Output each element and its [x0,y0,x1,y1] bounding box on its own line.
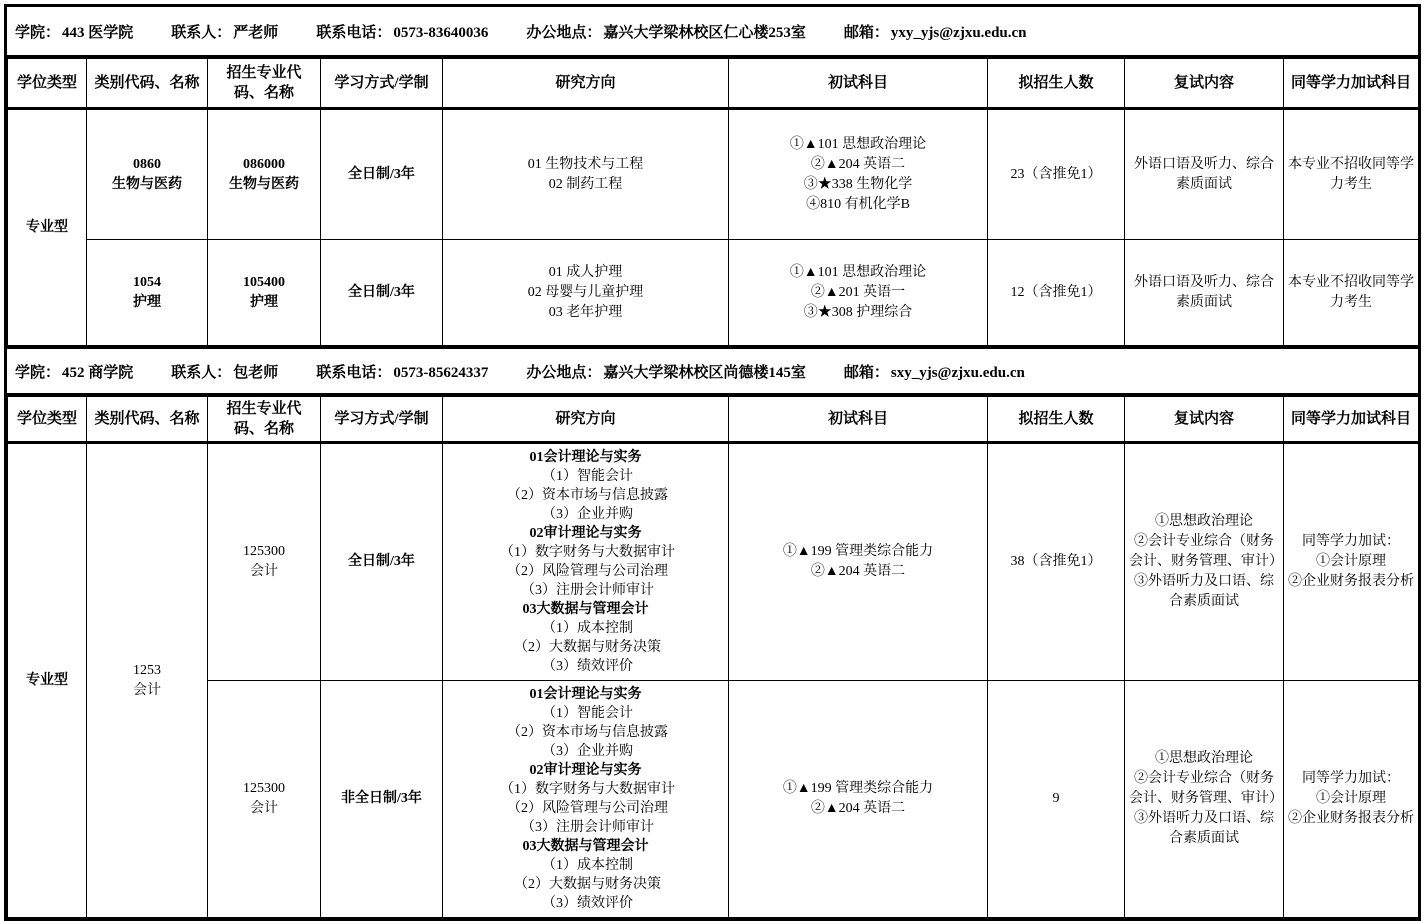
phone-field [316,361,488,382]
col-header-retest: 复试内容 [1125,59,1284,109]
category-cell: 1054 护理 [87,240,208,346]
study-mode-cell: 全日制/3年 [321,443,443,681]
email-label: 邮箱： [843,364,889,381]
contact-field [171,361,278,382]
college-field [15,21,133,42]
col-header-category: 类别代码、名称 [87,59,208,109]
contact-label: 联系人： [171,24,232,41]
col-header-equivalency: 同等学力加试科目 [1284,397,1419,443]
study-mode-cell: 全日制/3年 [321,109,443,240]
exam-subjects-cell: ①▲101 思想政治理论 ②▲201 英语一 ③★308 护理综合 [729,240,988,346]
email-label: 邮箱： [843,24,889,41]
retest-cell: ①思想政治理论 ②会计专业综合（财务会计、财务管理、审计） ③外语听力及口语、综合素质面试 [1125,681,1284,918]
retest-cell: ①思想政治理论 ②会计专业综合（财务会计、财务管理、审计） ③外语听力及口语、综合素质面试 [1125,443,1284,681]
location-label: 办公地点： [526,24,602,41]
major-cell: 125300 会计 [208,681,321,918]
quota-cell: 9 [988,681,1125,918]
location-label: 办公地点： [526,364,602,381]
degree-type-cell: 专业型 [8,443,87,918]
equivalency-cell: 同等学力加试： ①会计原理 ②企业财务报表分析 [1284,681,1419,918]
research-directions-cell: 01会计理论与实务 （1）智能会计 （2）资本市场与信息披露 （3）企业并购 02审计理论与实务 （1）数字财务与大数据审计 （2）风险管理与公司治理 （3）注册会计师审计 03大数据与管理会计 （1）成本控制 （2）大数据与财务决策 （3）绩效评价 [443,681,729,918]
table-header-row [8,397,1419,443]
major-cell: 105400 护理 [208,240,321,346]
phone-value: 0573-85624337 [393,364,489,381]
admissions-table-2 [7,396,1419,918]
contact-value: 严老师 [233,24,279,41]
contact-value: 包老师 [233,364,279,381]
col-header-exams: 初试科目 [729,59,988,109]
degree-type-cell: 专业型 [8,109,87,346]
contact-field [171,21,278,42]
research-directions-cell: 01会计理论与实务 （1）智能会计 （2）资本市场与信息披露 （3）企业并购 02审计理论与实务 （1）数字财务与大数据审计 （2）风险管理与公司治理 （3）注册会计师审计 03大数据与管理会计 （1）成本控制 （2）大数据与财务决策 （3）绩效评价 [443,443,729,681]
col-header-directions: 研究方向 [443,397,729,443]
equivalency-cell: 同等学力加试： ①会计原理 ②企业财务报表分析 [1284,443,1419,681]
email-value: sxy_yjs@zjxu.edu.cn [890,364,1025,381]
col-header-mode: 学习方式/学制 [321,397,443,443]
table-row [8,109,1419,240]
col-header-exams: 初试科目 [729,397,988,443]
retest-cell: 外语口语及听力、综合素质面试 [1125,109,1284,240]
col-header-category: 类别代码、名称 [87,397,208,443]
email-field [844,361,1025,382]
col-header-directions: 研究方向 [443,59,729,109]
col-header-degree-type: 学位类型 [8,397,87,443]
col-header-mode: 学习方式/学制 [321,59,443,109]
admissions-table-1 [7,58,1419,346]
study-mode-cell: 全日制/3年 [321,240,443,346]
location-field [526,21,806,42]
college-label: 学院： [15,24,61,41]
major-cell: 086000 生物与医药 [208,109,321,240]
quota-cell: 23（含推免1） [988,109,1125,240]
college-label: 学院： [15,364,61,381]
location-field [526,361,806,382]
contact-label: 联系人： [171,364,232,381]
col-header-major: 招生专业代码、名称 [208,397,321,443]
col-header-quota: 拟招生人数 [988,59,1125,109]
major-cell: 125300 会计 [208,443,321,681]
study-mode-cell: 非全日制/3年 [321,681,443,918]
equivalency-cell: 本专业不招收同等学力考生 [1284,240,1419,346]
college-info-strip-2 [7,346,1418,396]
college-value: 452 商学院 [62,364,134,381]
research-directions-cell: 01 生物技术与工程 02 制药工程 [443,109,729,240]
category-cell: 1253 会计 [87,443,208,918]
phone-value: 0573-83640036 [393,24,489,41]
col-header-quota: 拟招生人数 [988,397,1125,443]
phone-label: 联系电话： [316,364,392,381]
phone-label: 联系电话： [316,24,392,41]
category-cell: 0860 生物与医药 [87,109,208,240]
phone-field [316,21,488,42]
college-info-strip-1 [7,7,1418,58]
college-field [15,361,133,382]
quota-cell: 38（含推免1） [988,443,1125,681]
table-row [8,240,1419,346]
email-value: yxy_yjs@zjxu.edu.cn [890,24,1027,41]
exam-subjects-cell: ①▲199 管理类综合能力 ②▲204 英语二 [729,443,988,681]
col-header-degree-type: 学位类型 [8,59,87,109]
table-row [8,443,1419,681]
col-header-equivalency: 同等学力加试科目 [1284,59,1419,109]
location-value: 嘉兴大学梁林校区仁心楼253室 [603,24,806,41]
col-header-retest: 复试内容 [1125,397,1284,443]
exam-subjects-cell: ①▲199 管理类综合能力 ②▲204 英语二 [729,681,988,918]
admissions-document [4,4,1421,921]
equivalency-cell: 本专业不招收同等学力考生 [1284,109,1419,240]
email-field [844,21,1027,42]
quota-cell: 12（含推免1） [988,240,1125,346]
col-header-major: 招生专业代码、名称 [208,59,321,109]
college-value: 443 医学院 [62,24,134,41]
exam-subjects-cell: ①▲101 思想政治理论 ②▲204 英语二 ③★338 生物化学 ④810 有机化学B [729,109,988,240]
table-row [8,681,1419,918]
retest-cell: 外语口语及听力、综合素质面试 [1125,240,1284,346]
table-header-row [8,59,1419,109]
research-directions-cell: 01 成人护理 02 母婴与儿童护理 03 老年护理 [443,240,729,346]
location-value: 嘉兴大学梁林校区尚德楼145室 [603,364,806,381]
